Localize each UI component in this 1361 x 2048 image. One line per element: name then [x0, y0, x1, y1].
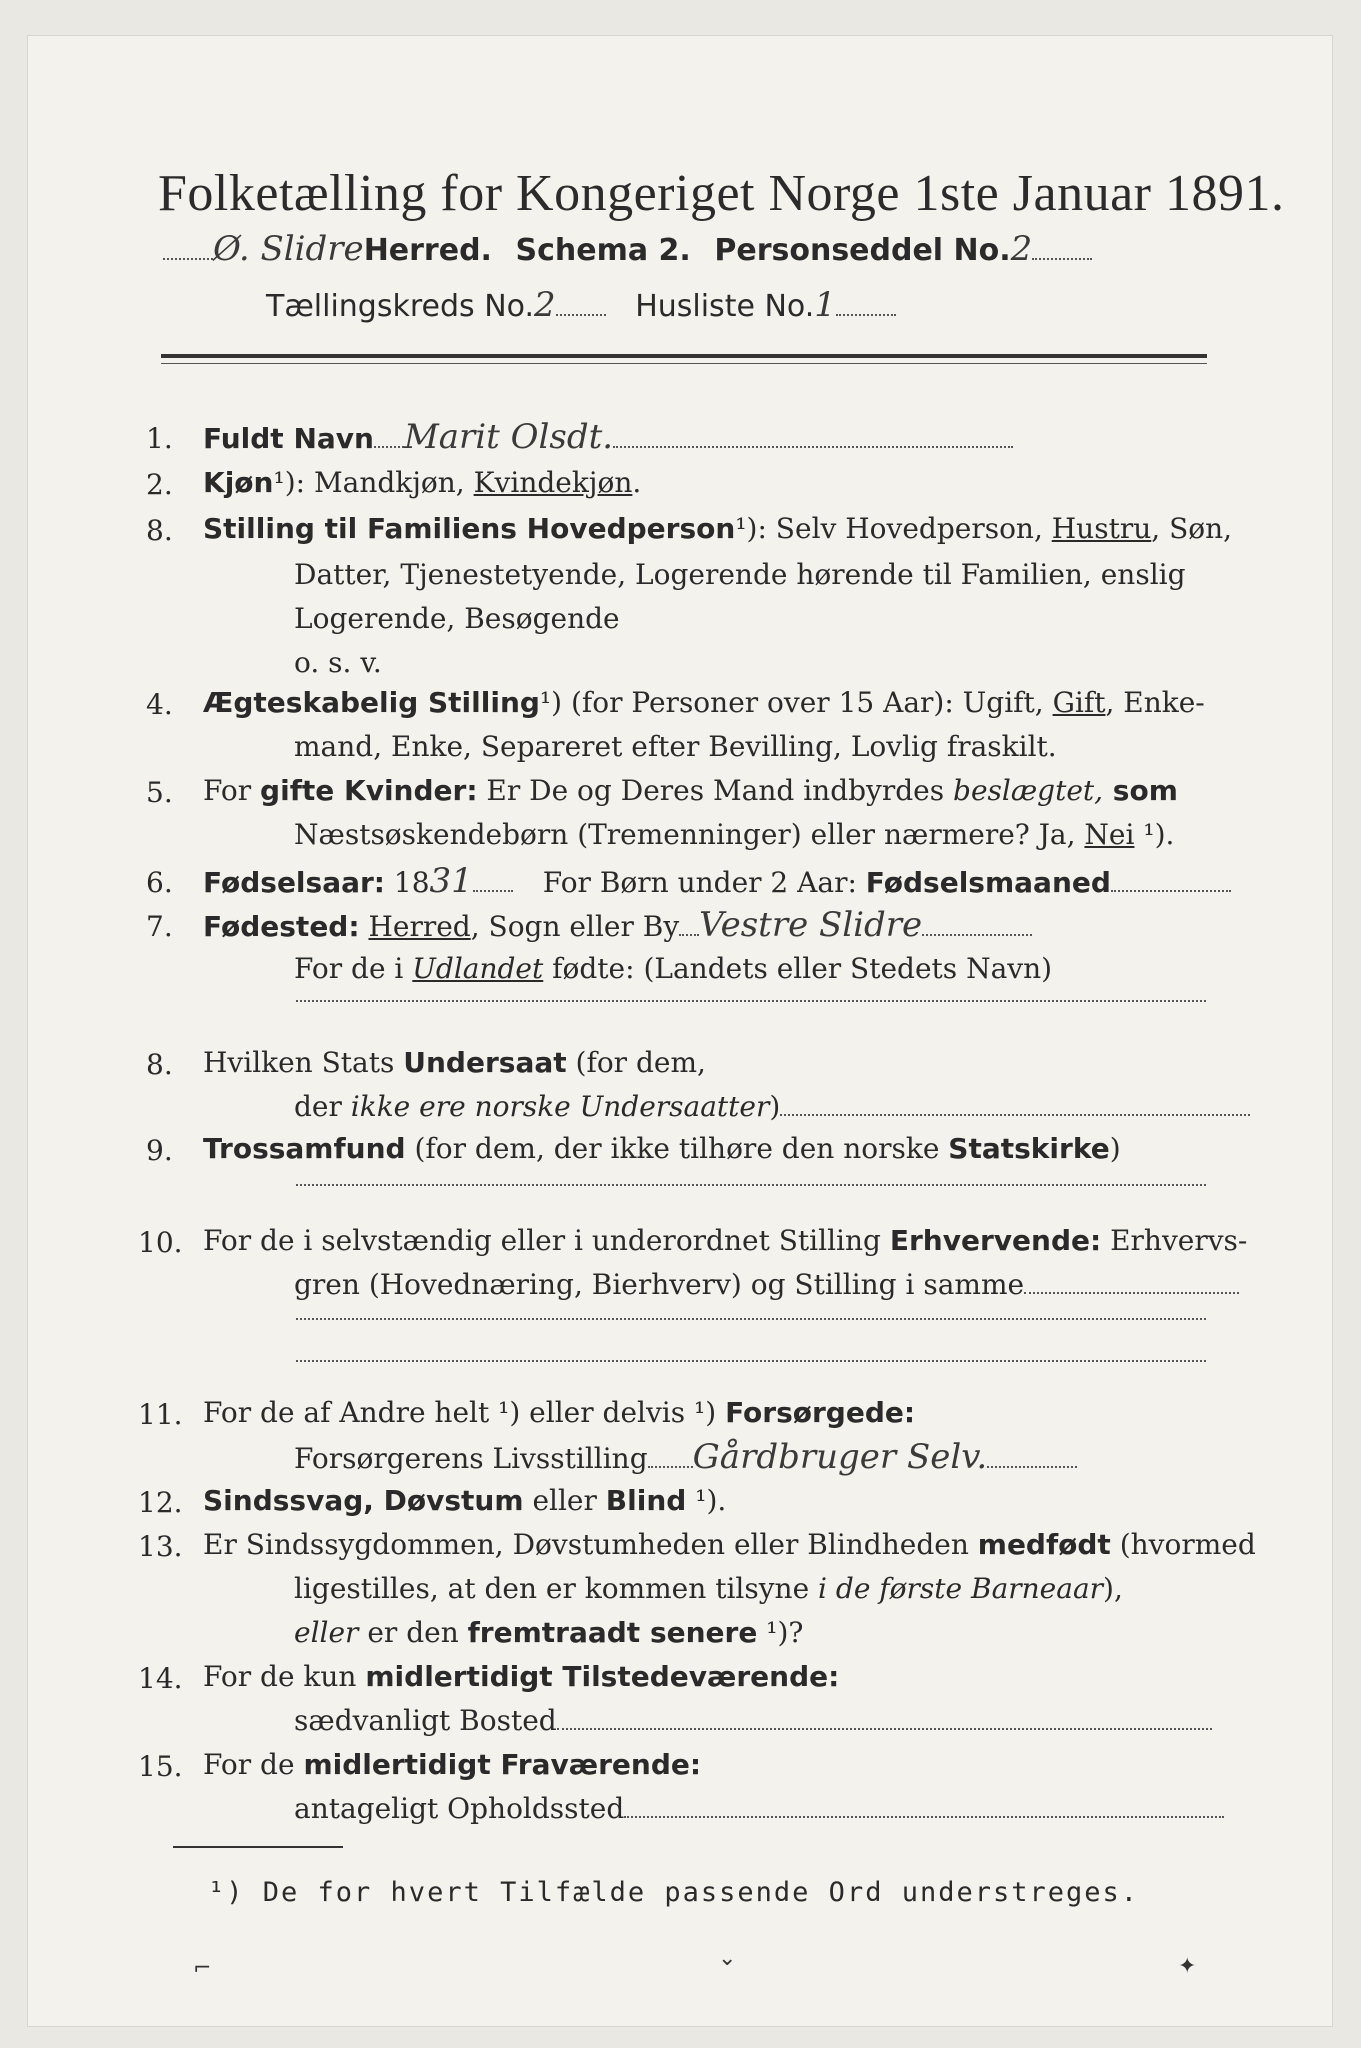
- q9-blank-line: [296, 1182, 1206, 1186]
- q9-text: (for dem, der ikke tilhøre den norske: [405, 1132, 949, 1165]
- q13-line2: [294, 1572, 1123, 1606]
- q14-label: midlertidigt Tilstedeværende:: [365, 1660, 840, 1693]
- q15-line2-text: antageligt Opholdssted: [294, 1792, 625, 1825]
- q7-row: [203, 905, 1032, 945]
- q13-line3-b: er den: [358, 1616, 468, 1649]
- q5-text-c: Er De og Deres Mand indbyrdes: [477, 774, 954, 807]
- q7-line2-c: fødte: (Landets eller Stedets Navn): [543, 952, 1053, 985]
- q10-number: 10.: [138, 1226, 183, 1259]
- q1-row: [203, 417, 1013, 457]
- herred-line: [163, 229, 1092, 269]
- q12-end: ¹).: [686, 1484, 727, 1517]
- q1-value: Marit Olsdt.: [403, 417, 614, 457]
- q9-label2: Statskirke: [948, 1132, 1110, 1165]
- q2-text: ¹): Mandkjøn,: [273, 466, 474, 499]
- q12-text: eller: [523, 1484, 606, 1517]
- q2-row: [203, 466, 641, 500]
- q10-text-a: For de i selvstændig eller i underordnet Stilling: [203, 1224, 890, 1257]
- q12-number: 12.: [138, 1486, 183, 1519]
- schema-label: Schema 2.: [515, 233, 691, 268]
- q7-number: 7.: [146, 910, 173, 943]
- q15-text: For de: [203, 1748, 304, 1781]
- q5-row: [203, 774, 1178, 808]
- herred-value: Ø. Slidre: [213, 229, 364, 269]
- q2-selected: Kvindekjøn: [473, 466, 633, 499]
- corner-mark-right: ✦: [1178, 1954, 1197, 1979]
- q5-text-d: beslægtet,: [953, 774, 1104, 807]
- q1-number: 1.: [146, 422, 173, 455]
- q13-label: medfødt: [977, 1528, 1111, 1561]
- q11-line2: [294, 1437, 1077, 1477]
- header-rule: [161, 354, 1207, 358]
- q12-label: Sindssvag, Døvstum: [203, 1484, 524, 1517]
- personseddel-label: Personseddel No.: [714, 233, 1011, 268]
- q3-number: 8.: [146, 514, 173, 547]
- footnote-rule: [173, 1846, 343, 1848]
- q3-line3: Logerende, Besøgende: [294, 602, 620, 635]
- header-rule-thin: [161, 363, 1207, 364]
- kreds-value: 2: [534, 285, 556, 325]
- q8-number: 8.: [146, 1048, 173, 1081]
- q5-line2-text: Næstsøskendebørn (Tremenninger) eller nærmere? Ja,: [294, 818, 1085, 851]
- q8-line2-b: ikke ere norske Undersaatter: [350, 1090, 770, 1123]
- q7-label: Fødested:: [203, 910, 360, 943]
- q8-line2: [294, 1090, 1250, 1124]
- q4-number: 4.: [146, 688, 173, 721]
- q11-label: Forsørgede:: [725, 1396, 916, 1429]
- q14-line2-text: sædvanligt Bosted: [294, 1704, 557, 1737]
- q10-text-c: Erhvervs-: [1101, 1224, 1248, 1257]
- q2-number: 2.: [146, 468, 173, 501]
- herred-label: Herred.: [363, 233, 492, 268]
- q3-end: , Søn,: [1151, 512, 1233, 545]
- q9-number: 9.: [146, 1134, 173, 1167]
- q14-row: [203, 1660, 839, 1694]
- q3-line4: o. s. v.: [294, 646, 382, 679]
- q6-label2: Fødselsmaaned: [865, 866, 1111, 899]
- q13-line3-d: ¹)?: [757, 1616, 804, 1649]
- q13-line2-b: i de første Barneaar: [818, 1572, 1104, 1605]
- q3-selected: Hustru: [1051, 512, 1152, 545]
- q10-line2-text: gren (Hovednæring, Bierhverv) og Stilling i samme: [294, 1268, 1025, 1301]
- q4-row: [203, 686, 1205, 720]
- q15-line2: [294, 1792, 1224, 1826]
- q4-selected: Gift: [1052, 686, 1106, 719]
- q15-label: midlertidigt Fraværende:: [303, 1748, 702, 1781]
- q7-value: Vestre Slidre: [699, 905, 923, 945]
- q9-row: [203, 1132, 1121, 1166]
- q8-text-a: Hvilken Stats: [203, 1046, 404, 1079]
- q5-line2: [294, 818, 1174, 852]
- kreds-line: [266, 285, 896, 325]
- q6-text: For Børn under 2 Aar:: [542, 866, 866, 899]
- husliste-value: 1: [814, 285, 836, 325]
- q7-line2: [294, 952, 1052, 986]
- q4-end: , Enke-: [1105, 686, 1205, 719]
- kreds-label: Tællingskreds No.: [266, 289, 534, 324]
- q10-blank-line-2: [296, 1358, 1206, 1362]
- q13-number: 13.: [138, 1530, 183, 1563]
- q13-text-a: Er Sindssygdommen, Døvstumheden eller Blindheden: [203, 1528, 978, 1561]
- q13-line3-a: eller: [294, 1616, 359, 1649]
- q13-text-c: (hvormed: [1110, 1528, 1256, 1561]
- q3-row: [203, 512, 1232, 546]
- q11-row: [203, 1396, 915, 1430]
- q10-line2: [294, 1268, 1239, 1302]
- q6-label: Fødselsaar:: [203, 866, 385, 899]
- q4-text: ¹) (for Personer over 15 Aar): Ugift,: [539, 686, 1053, 719]
- q7-selected: Herred: [368, 910, 471, 943]
- q3-line2: Datter, Tjenestetyende, Logerende hørende til Familien, enslig: [294, 558, 1186, 591]
- q12-label2: Blind: [605, 1484, 687, 1517]
- q7-text: , Sogn eller By: [470, 910, 680, 943]
- q5-line2-end: ¹).: [1134, 818, 1175, 851]
- q6-number: 6.: [146, 866, 173, 899]
- q14-number: 14.: [138, 1662, 183, 1695]
- corner-mark-center: ⌄: [718, 1946, 737, 1971]
- q8-text-c: (for dem,: [566, 1046, 706, 1079]
- q1-label: Fuldt Navn: [203, 422, 374, 455]
- q4-label: Ægteskabelig Stilling: [203, 686, 540, 719]
- q5-text-a: For: [203, 774, 261, 807]
- form-title: Folketælling for Kongeriget Norge 1ste Januar 1891.: [158, 165, 1285, 222]
- q11-number: 11.: [138, 1398, 183, 1431]
- q6-prefix: 18: [385, 866, 430, 899]
- q13-line2-c: ),: [1103, 1572, 1123, 1605]
- q11-text: For de af Andre helt ¹) eller delvis ¹): [203, 1396, 726, 1429]
- q15-row: [203, 1748, 701, 1782]
- q2-end: .: [632, 466, 642, 499]
- q3-label: Stilling til Familiens Hovedperson: [203, 512, 736, 545]
- q5-label: gifte Kvinder:: [260, 774, 478, 807]
- q14-text: For de kun: [203, 1660, 366, 1693]
- q11-value: Gårdbruger Selv.: [692, 1437, 988, 1477]
- q9-label: Trossamfund: [203, 1132, 406, 1165]
- q6-value: 31: [429, 861, 473, 901]
- census-form-page: [28, 36, 1332, 2026]
- q5-number: 5.: [146, 776, 173, 809]
- personseddel-value: 2: [1010, 229, 1033, 269]
- q8-line2-c: ): [769, 1090, 781, 1123]
- q8-line2-a: der: [294, 1090, 351, 1123]
- corner-mark-left: ⌐: [193, 1956, 212, 1981]
- q7-line2-b: Udlandet: [412, 952, 544, 985]
- q2-label: Kjøn: [203, 466, 274, 499]
- q5-text-e: som: [1103, 774, 1178, 807]
- q3-text: ¹): Selv Hovedperson,: [735, 512, 1052, 545]
- q6-row: [203, 861, 1231, 901]
- q5-selected: Nei: [1084, 818, 1135, 851]
- q13-line3-c: fremtraadt senere: [467, 1616, 758, 1649]
- q10-label: Erhvervende:: [889, 1224, 1102, 1257]
- q12-row: [203, 1484, 726, 1518]
- q8-label: Undersaat: [403, 1046, 567, 1079]
- q9-end: ): [1109, 1132, 1121, 1165]
- q7-line2-a: For de i: [294, 952, 413, 985]
- q14-line2: [294, 1704, 1212, 1738]
- q13-line2-a: ligestilles, at den er kommen tilsyne: [294, 1572, 819, 1605]
- q7-blank-line: [296, 998, 1206, 1002]
- husliste-label: Husliste No.: [635, 289, 815, 324]
- q11-line2-text: Forsørgerens Livsstilling: [294, 1442, 648, 1475]
- q13-line3: [294, 1616, 803, 1650]
- q10-row: [203, 1224, 1247, 1258]
- footnote: ¹) De for hvert Tilfælde passende Ord understreges.: [208, 1877, 1140, 1908]
- q4-line2: mand, Enke, Separeret efter Bevilling, Lovlig fraskilt.: [294, 730, 1057, 763]
- q13-row: [203, 1528, 1256, 1562]
- q8-row: [203, 1046, 706, 1080]
- q10-blank-line-1: [296, 1316, 1206, 1320]
- q15-number: 15.: [138, 1750, 183, 1783]
